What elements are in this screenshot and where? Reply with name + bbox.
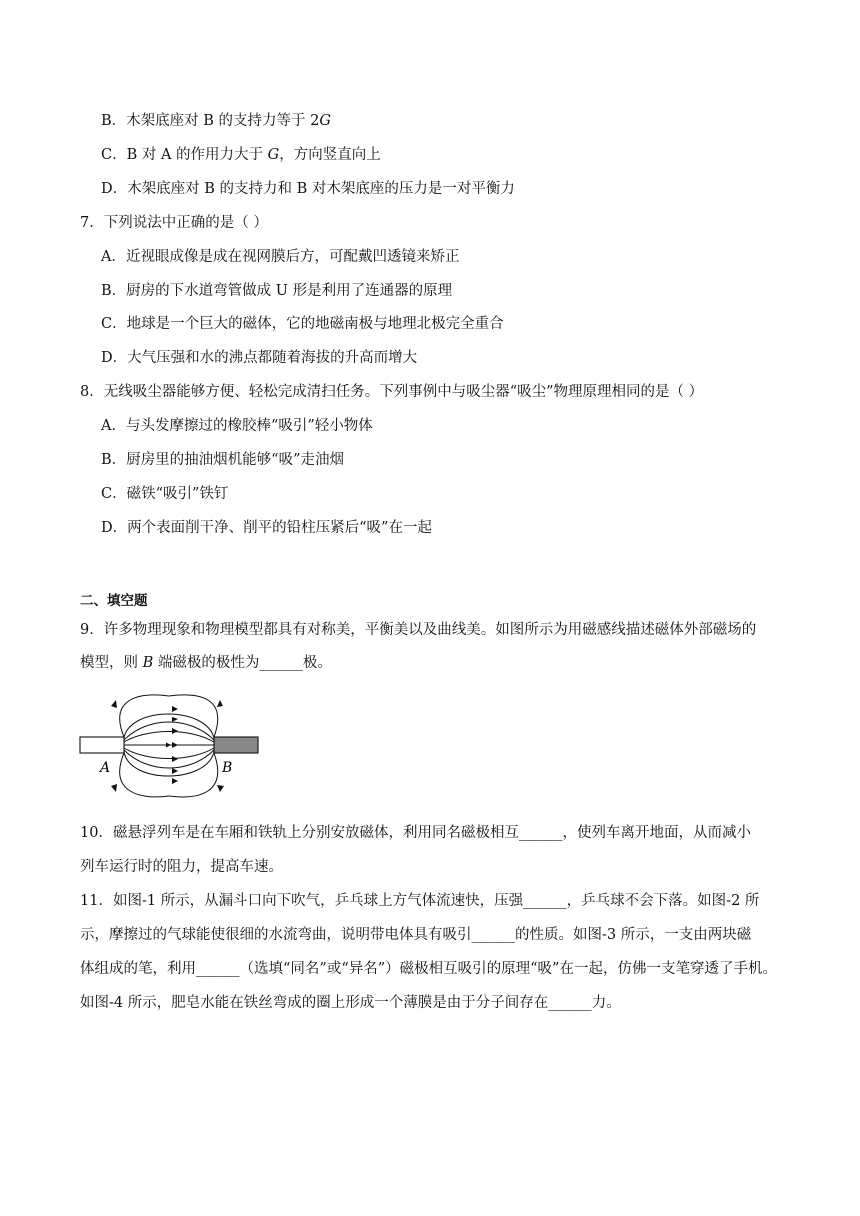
q11-line-1: 11．如图-1 所示，从漏斗口向下吹气，乒乓球上方气体流速快，压强______，乒乓球不会下落。如图-2 所	[80, 893, 760, 909]
q7-option-b: B．厨房的下水道弯管做成 U 形是利用了连通器的原理	[101, 283, 453, 299]
q6-option-b-italic: G	[319, 113, 331, 129]
q11-line-2: 示，摩擦过的气球能使很细的水流弯曲，说明带电体具有吸引______的性质。如图-3 所示，一支由两块磁	[80, 927, 752, 943]
magnetic-field-figure	[78, 688, 260, 806]
q7-option-c: C．地球是一个巨大的磁体，它的地磁南极与地理北极完全重合	[101, 316, 504, 332]
q8-option-b: B．厨房里的抽油烟机能够“吸”走油烟	[101, 452, 344, 468]
q6-option-d: D．木架底座对 B 的支持力和 B 对木架底座的压力是一对平衡力	[101, 181, 515, 197]
section-title: 二、填空题	[80, 593, 148, 609]
q8-option-d: D．两个表面削干净、削平的铅柱压紧后“吸”在一起	[101, 520, 432, 536]
q7-stem: 7．下列说法中正确的是（ ）	[80, 215, 268, 231]
q10-line-2: 列车运行时的阻力，提高车速。	[80, 859, 283, 875]
field-lines	[120, 695, 218, 797]
q9-line-2-italic: B	[142, 655, 154, 671]
q8-stem: 8．无线吸尘器能够方便、轻松完成清扫任务。下列事例中与吸尘器“吸尘”物理原理相同的是（ ）	[80, 384, 704, 400]
q7-option-a: A．近视眼成像是成在视网膜后方，可配戴凹透镜来矫正	[101, 249, 460, 265]
q6-option-c: C．B 对 A 的作用力大于 G，方向竖直向上	[101, 147, 381, 163]
q8-option-a: A．与头发摩擦过的橡胶棒“吸引”轻小物体	[101, 418, 373, 434]
q8-option-c: C．磁铁“吸引”铁钉	[101, 486, 229, 502]
q11-line-4: 如图-4 所示，肥皂水能在铁丝弯成的圈上形成一个薄膜是由于分子间存在______力。	[80, 995, 621, 1011]
q6-option-c-italic: G	[267, 147, 280, 163]
q10-line-1: 10．磁悬浮列车是在车厢和铁轨上分别安放磁体，利用同名磁极相互______，使列车离开地面，从而减小	[80, 825, 751, 841]
q9-line-2: 模型，则 B 端磁极的极性为______极。	[80, 655, 332, 671]
q9-line-1: 9．许多物理现象和物理模型都具有对称美，平衡美以及曲线美。如图所示为用磁感线描述磁体外部磁场的	[80, 622, 757, 638]
q6-option-b: B．木架底座对 B 的支持力等于 2G	[101, 113, 331, 129]
figure-label-a: A	[100, 760, 111, 776]
figure-label-b: B	[222, 760, 233, 776]
q7-option-d: D．大气压强和水的沸点都随着海拔的升高而增大	[101, 350, 418, 366]
q11-line-3: 体组成的笔，利用______（选填“同名”或“异名”）磁极相互吸引的原理“吸”在一起，仿佛一支笔穿透了手机。	[80, 961, 777, 977]
